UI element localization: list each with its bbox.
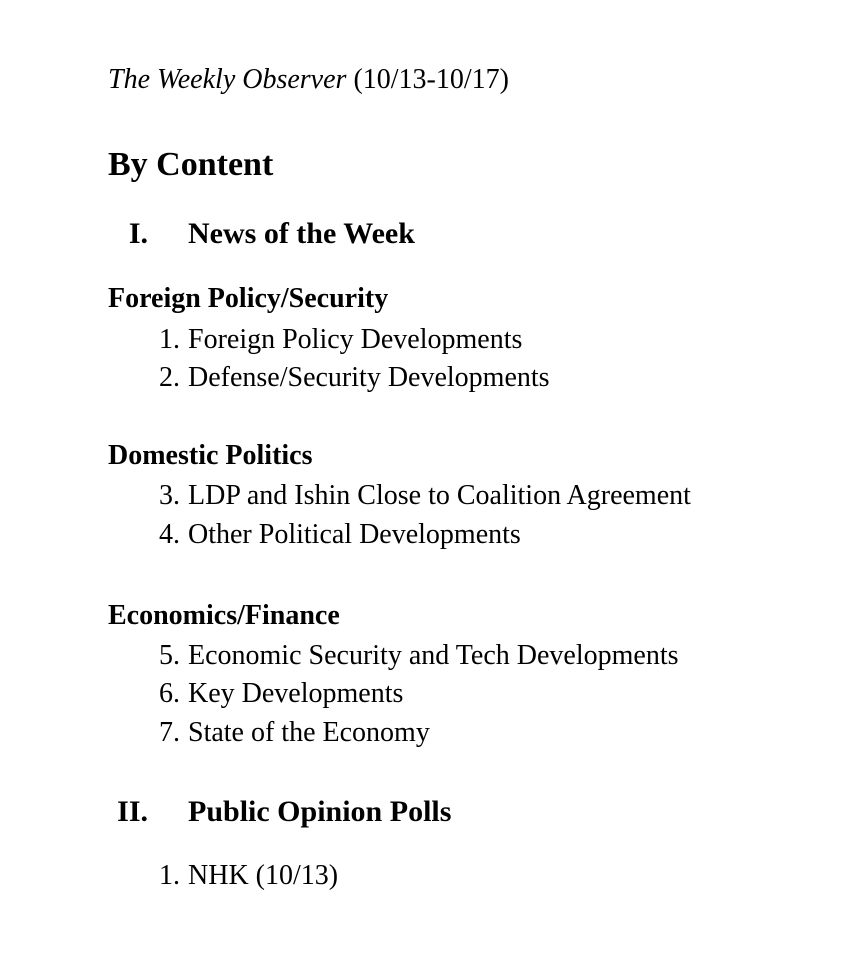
list-item-text: Key Developments — [188, 678, 404, 709]
section-title: By Content — [108, 146, 274, 183]
list-item-number: 4. — [159, 519, 180, 550]
list-item-number: 6. — [159, 678, 180, 709]
list-item-text: Defense/Security Developments — [188, 362, 550, 393]
list-item-number: 1. — [159, 860, 180, 891]
part-title: Public Opinion Polls — [188, 795, 452, 828]
list-item-text: Other Political Developments — [188, 519, 521, 550]
list-item-number: 3. — [159, 480, 180, 511]
list-item-text: State of the Economy — [188, 717, 430, 748]
document-title — [108, 62, 509, 98]
group-heading: Economics/Finance — [108, 600, 340, 631]
publication-name: The Weekly Observer — [108, 64, 347, 95]
list-item-text: Economic Security and Tech Developments — [188, 640, 679, 671]
list-item-number: 1. — [159, 324, 180, 355]
list-item-number: 7. — [159, 717, 180, 748]
list-item-number: 5. — [159, 640, 180, 671]
group-heading: Domestic Politics — [108, 440, 313, 471]
group-heading: Foreign Policy/Security — [108, 283, 389, 314]
date-range: (10/13-10/17) — [353, 64, 509, 95]
part-title: News of the Week — [188, 217, 415, 250]
list-item-text: Foreign Policy Developments — [188, 324, 523, 355]
list-item-number: 2. — [159, 362, 180, 393]
list-item-text: LDP and Ishin Close to Coalition Agreement — [188, 480, 691, 511]
document-page: The Weekly Observer (10/13-10/17) By Content I. News of the Week Foreign Policy/Security 1. Foreign Policy Developments 2. Defense/Security Developments Domestic Politics 3. LDP and Ishin Close to Coalition Agreement 4. Other Political Developments Economics/Finance 5. Economic Security and Tech Developments 6. Key Developments 7. State of the Economy II. Public Opinion Polls 1. NHK (10/13) — [0, 0, 864, 974]
list-item-text: NHK (10/13) — [188, 860, 339, 891]
